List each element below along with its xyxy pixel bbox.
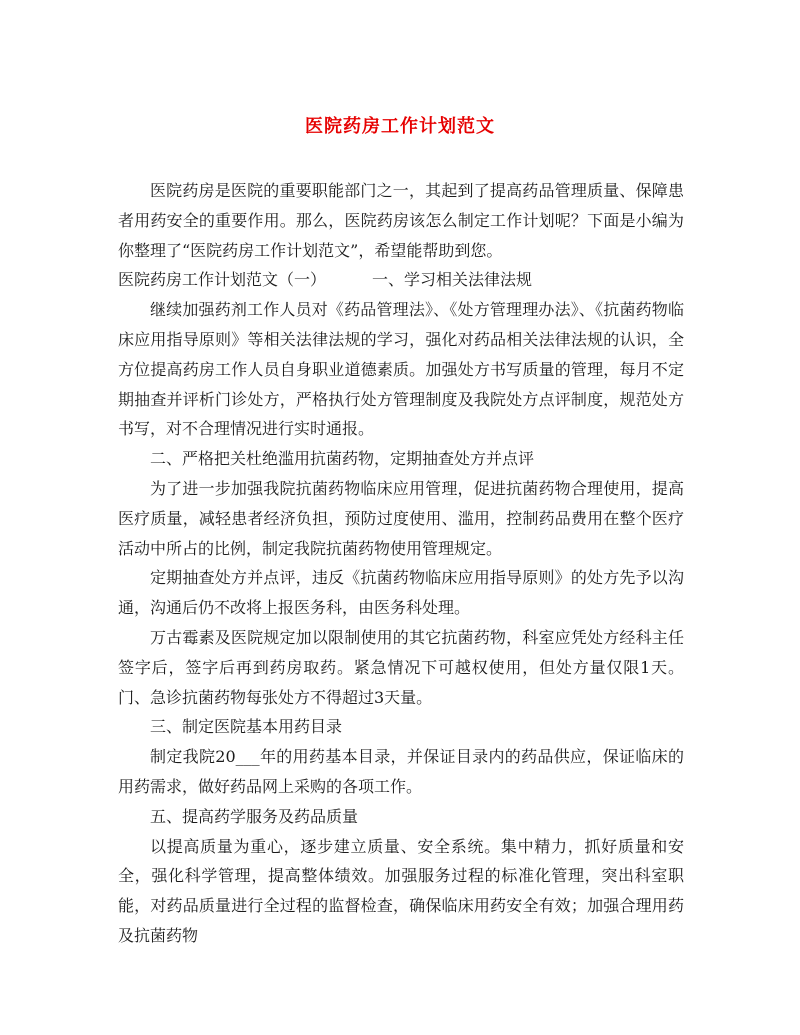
section-heading-row [118, 265, 684, 295]
paragraph-3: 定期抽查处方并点评，违反《抗菌药物临床应用指导原则》的处方先予以沟通，沟通后仍不改将上报医务科，由医务科处理。 [118, 568, 684, 618]
heading-1: 一、学习相关法律法规 [372, 270, 533, 290]
heading-5: 五、提高药学服务及药品质量 [150, 806, 359, 826]
section-title: 医院药房工作计划范文（一） [118, 270, 327, 290]
paragraph-4: 万古霉素及医院规定加以限制使用的其它抗菌药物，科室应凭处方经科主任签字后，签字后再到药房取药。紧急情况下可越权使用，但处方量仅限1天。门、急诊抗菌药物每张处方不得超过3天量。 [118, 627, 684, 707]
heading-3: 三、制定医院基本用药目录 [150, 717, 343, 737]
heading-2: 二、严格把关杜绝滥用抗菌药物，定期抽查处方并点评 [150, 449, 535, 469]
document-body [118, 176, 684, 951]
paragraph-2: 为了进一步加强我院抗菌药物临床应用管理，促进抗菌药物合理使用，提高医疗质量，减轻患者经济负担，预防过度使用、滥用，控制药品费用在整个医疗活动中所占的比例，制定我院抗菌药物使用管理规定。 [118, 478, 684, 558]
paragraph-6: 以提高质量为重心，逐步建立质量、安全系统。集中精力，抓好质量和安全，强化科学管理，提高整体绩效。加强服务过程的标准化管理，突出科室职能，对药品质量进行全过程的监督检查，确保临床用药安全有效；加强合理用药及抗菌药物 [118, 836, 684, 945]
paragraph-5: 制定我院20___年的用药基本目录，并保证目录内的药品供应，保证临床的用药需求，做好药品网上采购的各项工作。 [118, 747, 684, 796]
paragraph-1: 继续加强药剂工作人员对《药品管理法》、《处方管理理办法》、《抗菌药物临床应用指导原则》等相关法律法规的学习，强化对药品相关法律法规的认识，全方位提高药房工作人员自身职业道德素质。加强处方书写质量的管理，每月不定期抽查并评析门诊处方，严格执行处方管理制度及我院处方点评制度，规范处方书写，对不合理情况进行实时通报。 [118, 300, 684, 439]
document-title: 医院药房工作计划范文 [305, 116, 495, 137]
intro-paragraph: 医院药房是医院的重要职能部门之一，其起到了提高药品管理质量、保障患者用药安全的重要作用。那么，医院药房该怎么制定工作计划呢？下面是小编为你整理了“医院药房工作计划范文”，希望能帮助到您。 [118, 181, 684, 260]
